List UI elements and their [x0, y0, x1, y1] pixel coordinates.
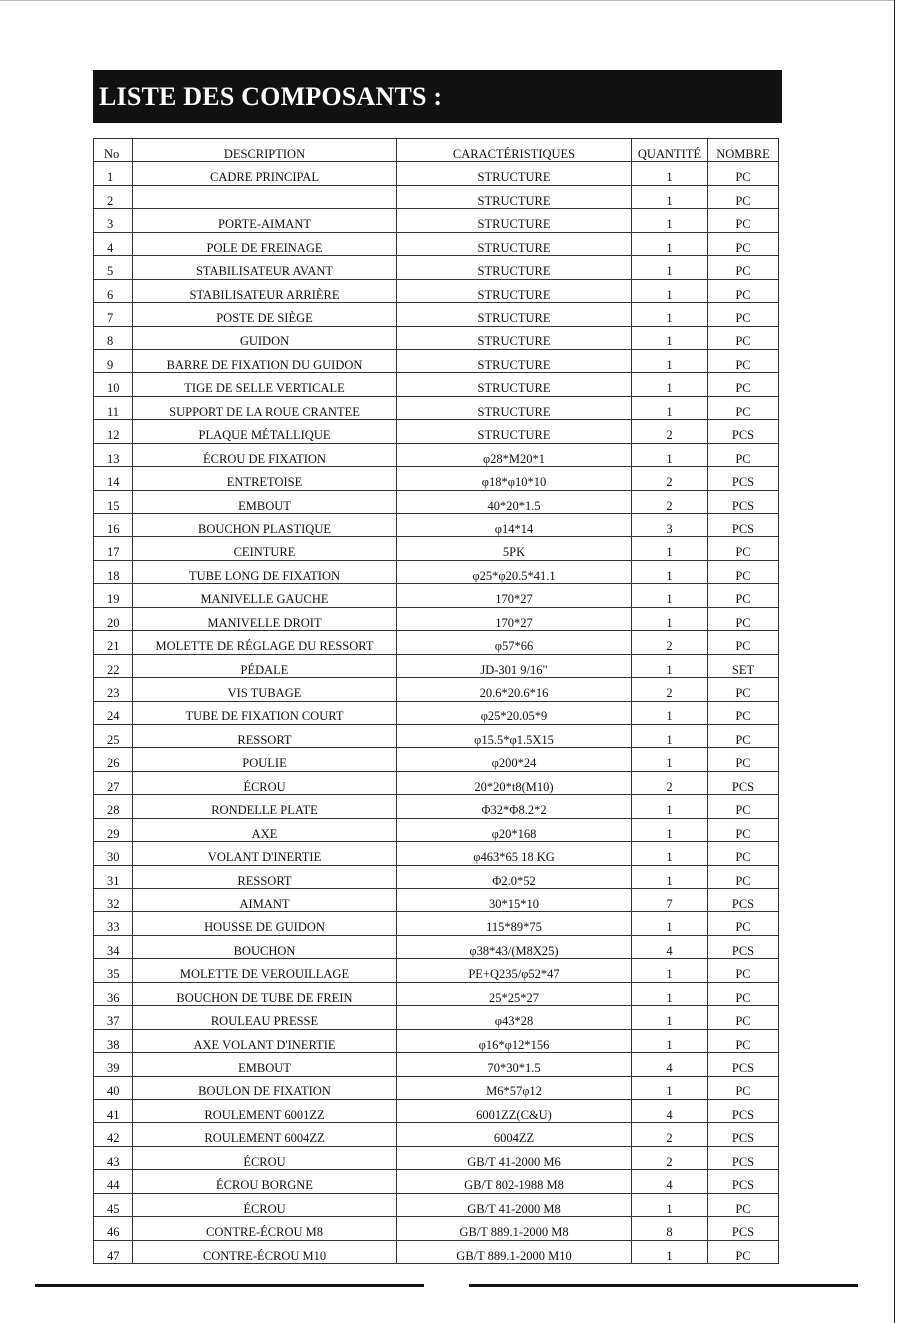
cell-quantite: 1 — [632, 1076, 708, 1099]
table-row — [94, 1146, 779, 1169]
cell-caracteristiques: GB/T 889.1-2000 M8 — [397, 1217, 632, 1240]
cell-caracteristiques: STRUCTURE — [397, 279, 632, 302]
table-row — [94, 701, 779, 724]
cell-quantite: 1 — [632, 443, 708, 466]
table-row — [94, 1193, 779, 1216]
cell-nombre: PCS — [708, 1099, 779, 1122]
table-row — [94, 1240, 779, 1263]
cell-quantite: 4 — [632, 1053, 708, 1076]
table-row — [94, 889, 779, 912]
cell-no: 5 — [94, 256, 133, 279]
header-description: DESCRIPTION — [133, 139, 397, 162]
table-row — [94, 420, 779, 443]
table-row — [94, 232, 779, 255]
cell-caracteristiques: φ16*φ12*156 — [397, 1029, 632, 1052]
cell-no: 40 — [94, 1076, 133, 1099]
table-row — [94, 209, 779, 232]
cell-description: ROULEMENT 6001ZZ — [133, 1099, 397, 1122]
cell-description: PLAQUE MÉTALLIQUE — [133, 420, 397, 443]
cell-nombre: PCS — [708, 889, 779, 912]
cell-nombre: PC — [708, 256, 779, 279]
cell-no: 33 — [94, 912, 133, 935]
cell-nombre: PC — [708, 443, 779, 466]
cell-description: ROULEAU PRESSE — [133, 1006, 397, 1029]
cell-nombre: PCS — [708, 1170, 779, 1193]
cell-quantite: 2 — [632, 771, 708, 794]
cell-nombre: PC — [708, 607, 779, 630]
table-row — [94, 303, 779, 326]
cell-quantite: 1 — [632, 818, 708, 841]
cell-no: 27 — [94, 771, 133, 794]
table-row — [94, 607, 779, 630]
table-body — [94, 162, 779, 1264]
cell-quantite: 1 — [632, 1240, 708, 1263]
cell-caracteristiques: 170*27 — [397, 584, 632, 607]
cell-description: MOLETTE DE VEROUILLAGE — [133, 959, 397, 982]
cell-caracteristiques: φ25*20.05*9 — [397, 701, 632, 724]
cell-description: ÉCROU — [133, 1193, 397, 1216]
table-row — [94, 1029, 779, 1052]
cell-nombre: PCS — [708, 467, 779, 490]
cell-caracteristiques: φ18*φ10*10 — [397, 467, 632, 490]
cell-nombre: PC — [708, 1240, 779, 1263]
cell-no: 8 — [94, 326, 133, 349]
table-row — [94, 1006, 779, 1029]
cell-description: HOUSSE DE GUIDON — [133, 912, 397, 935]
title-banner — [93, 70, 782, 123]
cell-nombre: PC — [708, 185, 779, 208]
cell-description: ÉCROU DE FIXATION — [133, 443, 397, 466]
cell-caracteristiques: PE+Q235/φ52*47 — [397, 959, 632, 982]
table-row — [94, 514, 779, 537]
table-row — [94, 935, 779, 958]
cell-caracteristiques: 30*15*10 — [397, 889, 632, 912]
cell-quantite: 1 — [632, 396, 708, 419]
table-row — [94, 1217, 779, 1240]
table-row — [94, 912, 779, 935]
table-row — [94, 654, 779, 677]
cell-no: 38 — [94, 1029, 133, 1052]
cell-nombre: PCS — [708, 1146, 779, 1169]
table-row — [94, 326, 779, 349]
cell-description: RESSORT — [133, 865, 397, 888]
table-row — [94, 1123, 779, 1146]
table-row — [94, 256, 779, 279]
table-row — [94, 982, 779, 1005]
cell-nombre: PC — [708, 842, 779, 865]
table-row — [94, 349, 779, 372]
cell-caracteristiques: JD-301 9/16" — [397, 654, 632, 677]
cell-quantite: 1 — [632, 982, 708, 1005]
cell-quantite: 2 — [632, 467, 708, 490]
cell-no: 28 — [94, 795, 133, 818]
cell-no: 30 — [94, 842, 133, 865]
cell-no: 36 — [94, 982, 133, 1005]
components-table — [93, 138, 779, 1264]
cell-caracteristiques: φ28*M20*1 — [397, 443, 632, 466]
cell-nombre: PC — [708, 303, 779, 326]
cell-nombre: PC — [708, 959, 779, 982]
cell-caracteristiques: φ14*14 — [397, 514, 632, 537]
cell-no: 26 — [94, 748, 133, 771]
cell-description: GUIDON — [133, 326, 397, 349]
table-row — [94, 490, 779, 513]
cell-nombre: PCS — [708, 514, 779, 537]
cell-caracteristiques: 25*25*27 — [397, 982, 632, 1005]
cell-quantite: 1 — [632, 1193, 708, 1216]
cell-caracteristiques: φ25*φ20.5*41.1 — [397, 560, 632, 583]
cell-quantite: 1 — [632, 232, 708, 255]
footer-rule-right — [469, 1284, 858, 1287]
cell-quantite: 1 — [632, 654, 708, 677]
page-right-edge — [894, 0, 895, 1323]
table-row — [94, 373, 779, 396]
cell-quantite: 1 — [632, 701, 708, 724]
cell-no: 4 — [94, 232, 133, 255]
cell-description: PÉDALE — [133, 654, 397, 677]
cell-description: ÉCROU — [133, 1146, 397, 1169]
cell-no: 45 — [94, 1193, 133, 1216]
cell-nombre: PC — [708, 1029, 779, 1052]
cell-caracteristiques: φ57*66 — [397, 631, 632, 654]
cell-no: 23 — [94, 678, 133, 701]
header-nombre: NOMBRE — [708, 139, 779, 162]
cell-no: 20 — [94, 607, 133, 630]
page-title: LISTE DES COMPOSANTS : — [99, 81, 443, 111]
cell-description: TUBE LONG DE FIXATION — [133, 560, 397, 583]
cell-quantite: 1 — [632, 279, 708, 302]
cell-no: 11 — [94, 396, 133, 419]
cell-no: 12 — [94, 420, 133, 443]
cell-description: POSTE DE SIÈGE — [133, 303, 397, 326]
cell-no: 22 — [94, 654, 133, 677]
cell-no: 42 — [94, 1123, 133, 1146]
cell-caracteristiques: Φ2.0*52 — [397, 865, 632, 888]
cell-description: TIGE DE SELLE VERTICALE — [133, 373, 397, 396]
cell-description: VOLANT D'INERTIE — [133, 842, 397, 865]
cell-quantite: 1 — [632, 560, 708, 583]
cell-no: 29 — [94, 818, 133, 841]
cell-no: 17 — [94, 537, 133, 560]
cell-nombre: PC — [708, 560, 779, 583]
cell-no: 15 — [94, 490, 133, 513]
cell-description: CADRE PRINCIPAL — [133, 162, 397, 185]
cell-description: EMBOUT — [133, 1053, 397, 1076]
cell-nombre: PCS — [708, 1123, 779, 1146]
cell-no: 6 — [94, 279, 133, 302]
cell-caracteristiques: φ38*43/(M8X25) — [397, 935, 632, 958]
cell-no: 41 — [94, 1099, 133, 1122]
cell-caracteristiques: 6001ZZ(C&U) — [397, 1099, 632, 1122]
cell-nombre: PC — [708, 1193, 779, 1216]
cell-description: STABILISATEUR ARRIÈRE — [133, 279, 397, 302]
cell-quantite: 8 — [632, 1217, 708, 1240]
cell-nombre: PCS — [708, 771, 779, 794]
cell-description: BOULON DE FIXATION — [133, 1076, 397, 1099]
cell-no: 32 — [94, 889, 133, 912]
cell-caracteristiques: 115*89*75 — [397, 912, 632, 935]
cell-description: AIMANT — [133, 889, 397, 912]
cell-quantite: 1 — [632, 842, 708, 865]
cell-description: BOUCHON DE TUBE DE FREIN — [133, 982, 397, 1005]
table-row — [94, 771, 779, 794]
cell-caracteristiques: 5PK — [397, 537, 632, 560]
cell-quantite: 4 — [632, 1170, 708, 1193]
cell-description: MANIVELLE DROIT — [133, 607, 397, 630]
table-row — [94, 185, 779, 208]
cell-quantite: 1 — [632, 326, 708, 349]
header-caracteristiques: CARACTÉRISTIQUES — [397, 139, 632, 162]
cell-no: 46 — [94, 1217, 133, 1240]
cell-quantite: 1 — [632, 209, 708, 232]
table-row — [94, 842, 779, 865]
cell-caracteristiques: GB/T 41-2000 M6 — [397, 1146, 632, 1169]
cell-nombre: PCS — [708, 935, 779, 958]
cell-quantite: 2 — [632, 678, 708, 701]
cell-quantite: 1 — [632, 256, 708, 279]
cell-no: 1 — [94, 162, 133, 185]
cell-caracteristiques: 170*27 — [397, 607, 632, 630]
cell-description: AXE — [133, 818, 397, 841]
cell-quantite: 7 — [632, 889, 708, 912]
cell-quantite: 1 — [632, 185, 708, 208]
cell-no: 21 — [94, 631, 133, 654]
table-row — [94, 818, 779, 841]
cell-no: 16 — [94, 514, 133, 537]
cell-nombre: PCS — [708, 1217, 779, 1240]
cell-quantite: 1 — [632, 162, 708, 185]
cell-description: TUBE DE FIXATION COURT — [133, 701, 397, 724]
cell-caracteristiques: GB/T 802-1988 M8 — [397, 1170, 632, 1193]
table-row — [94, 584, 779, 607]
cell-nombre: PC — [708, 1006, 779, 1029]
cell-quantite: 2 — [632, 420, 708, 443]
cell-caracteristiques: STRUCTURE — [397, 162, 632, 185]
table-row — [94, 795, 779, 818]
cell-caracteristiques: Φ32*Φ8.2*2 — [397, 795, 632, 818]
cell-nombre: PC — [708, 373, 779, 396]
cell-quantite: 1 — [632, 724, 708, 747]
cell-no: 7 — [94, 303, 133, 326]
cell-caracteristiques: STRUCTURE — [397, 326, 632, 349]
cell-caracteristiques: 20*20*t8(M10) — [397, 771, 632, 794]
cell-quantite: 1 — [632, 865, 708, 888]
cell-description: POLE DE FREINAGE — [133, 232, 397, 255]
cell-quantite: 1 — [632, 303, 708, 326]
table-row — [94, 162, 779, 185]
cell-no: 44 — [94, 1170, 133, 1193]
cell-nombre: PCS — [708, 420, 779, 443]
table-row — [94, 467, 779, 490]
cell-quantite: 1 — [632, 607, 708, 630]
cell-description: VIS TUBAGE — [133, 678, 397, 701]
cell-nombre: PC — [708, 701, 779, 724]
cell-description: ENTRETOISE — [133, 467, 397, 490]
page-top-edge — [0, 0, 895, 1]
cell-no: 35 — [94, 959, 133, 982]
cell-caracteristiques: 40*20*1.5 — [397, 490, 632, 513]
cell-no: 18 — [94, 560, 133, 583]
cell-nombre: PCS — [708, 490, 779, 513]
cell-description: CEINTURE — [133, 537, 397, 560]
cell-nombre: PC — [708, 537, 779, 560]
cell-nombre: PC — [708, 279, 779, 302]
cell-nombre: PC — [708, 162, 779, 185]
cell-description: PORTE-AIMANT — [133, 209, 397, 232]
cell-caracteristiques: M6*57φ12 — [397, 1076, 632, 1099]
cell-description — [133, 185, 397, 208]
table-row — [94, 1053, 779, 1076]
cell-nombre: PC — [708, 678, 779, 701]
cell-quantite: 2 — [632, 1146, 708, 1169]
cell-quantite: 1 — [632, 349, 708, 372]
cell-caracteristiques: GB/T 41-2000 M8 — [397, 1193, 632, 1216]
cell-no: 25 — [94, 724, 133, 747]
cell-quantite: 1 — [632, 584, 708, 607]
cell-caracteristiques: STRUCTURE — [397, 420, 632, 443]
table-row — [94, 1099, 779, 1122]
cell-nombre: PC — [708, 396, 779, 419]
cell-nombre: PC — [708, 865, 779, 888]
table-row — [94, 279, 779, 302]
table-row — [94, 1076, 779, 1099]
cell-quantite: 1 — [632, 1029, 708, 1052]
footer-rule-left — [35, 1284, 424, 1287]
cell-caracteristiques: STRUCTURE — [397, 303, 632, 326]
cell-description: BOUCHON PLASTIQUE — [133, 514, 397, 537]
cell-description: BOUCHON — [133, 935, 397, 958]
cell-no: 43 — [94, 1146, 133, 1169]
table-row — [94, 678, 779, 701]
cell-nombre: PC — [708, 1076, 779, 1099]
cell-nombre: PC — [708, 232, 779, 255]
cell-quantite: 1 — [632, 537, 708, 560]
cell-quantite: 2 — [632, 490, 708, 513]
table-row — [94, 959, 779, 982]
cell-caracteristiques: STRUCTURE — [397, 373, 632, 396]
cell-no: 24 — [94, 701, 133, 724]
cell-caracteristiques: GB/T 889.1-2000 M10 — [397, 1240, 632, 1263]
cell-description: AXE VOLANT D'INERTIE — [133, 1029, 397, 1052]
cell-quantite: 2 — [632, 631, 708, 654]
table-row — [94, 631, 779, 654]
cell-nombre: PC — [708, 631, 779, 654]
cell-description: ÉCROU BORGNE — [133, 1170, 397, 1193]
cell-no: 39 — [94, 1053, 133, 1076]
cell-caracteristiques: STRUCTURE — [397, 256, 632, 279]
cell-no: 10 — [94, 373, 133, 396]
cell-description: MOLETTE DE RÉGLAGE DU RESSORT — [133, 631, 397, 654]
cell-caracteristiques: φ463*65 18 KG — [397, 842, 632, 865]
cell-description: RESSORT — [133, 724, 397, 747]
cell-no: 3 — [94, 209, 133, 232]
table-row — [94, 724, 779, 747]
cell-no: 47 — [94, 1240, 133, 1263]
cell-nombre: PC — [708, 326, 779, 349]
cell-quantite: 3 — [632, 514, 708, 537]
cell-caracteristiques: STRUCTURE — [397, 209, 632, 232]
cell-no: 19 — [94, 584, 133, 607]
cell-caracteristiques: φ43*28 — [397, 1006, 632, 1029]
cell-nombre: PC — [708, 912, 779, 935]
cell-quantite: 1 — [632, 1006, 708, 1029]
cell-nombre: PC — [708, 818, 779, 841]
cell-caracteristiques: STRUCTURE — [397, 349, 632, 372]
cell-nombre: PC — [708, 795, 779, 818]
table-row — [94, 396, 779, 419]
cell-nombre: PC — [708, 349, 779, 372]
table-row — [94, 748, 779, 771]
cell-description: CONTRE-ÉCROU M10 — [133, 1240, 397, 1263]
header-quantite: QUANTITÉ — [632, 139, 708, 162]
cell-no: 31 — [94, 865, 133, 888]
cell-no: 13 — [94, 443, 133, 466]
table-row — [94, 865, 779, 888]
cell-description: MANIVELLE GAUCHE — [133, 584, 397, 607]
table-row — [94, 1170, 779, 1193]
cell-quantite: 1 — [632, 373, 708, 396]
cell-description: SUPPORT DE LA ROUE CRANTEE — [133, 396, 397, 419]
table-header-row — [94, 139, 779, 162]
cell-quantite: 1 — [632, 795, 708, 818]
cell-no: 9 — [94, 349, 133, 372]
cell-nombre: PC — [708, 724, 779, 747]
cell-quantite: 1 — [632, 748, 708, 771]
cell-quantite: 4 — [632, 935, 708, 958]
cell-caracteristiques: 6004ZZ — [397, 1123, 632, 1146]
cell-quantite: 1 — [632, 959, 708, 982]
cell-caracteristiques: 70*30*1.5 — [397, 1053, 632, 1076]
cell-no: 2 — [94, 185, 133, 208]
cell-caracteristiques: STRUCTURE — [397, 232, 632, 255]
cell-caracteristiques: 20.6*20.6*16 — [397, 678, 632, 701]
cell-description: RONDELLE PLATE — [133, 795, 397, 818]
cell-no: 34 — [94, 935, 133, 958]
cell-description: POULIE — [133, 748, 397, 771]
cell-description: ÉCROU — [133, 771, 397, 794]
cell-nombre: PC — [708, 748, 779, 771]
table-row — [94, 560, 779, 583]
cell-caracteristiques: φ200*24 — [397, 748, 632, 771]
cell-quantite: 1 — [632, 912, 708, 935]
cell-nombre: PC — [708, 584, 779, 607]
header-no: No — [94, 139, 133, 162]
cell-caracteristiques: φ15.5*φ1.5X15 — [397, 724, 632, 747]
cell-description: STABILISATEUR AVANT — [133, 256, 397, 279]
cell-description: CONTRE-ÉCROU M8 — [133, 1217, 397, 1240]
cell-nombre: PC — [708, 982, 779, 1005]
cell-description: ROULEMENT 6004ZZ — [133, 1123, 397, 1146]
table-row — [94, 537, 779, 560]
cell-nombre: PCS — [708, 1053, 779, 1076]
cell-nombre: SET — [708, 654, 779, 677]
cell-caracteristiques: STRUCTURE — [397, 185, 632, 208]
cell-quantite: 4 — [632, 1099, 708, 1122]
cell-no: 14 — [94, 467, 133, 490]
cell-description: BARRE DE FIXATION DU GUIDON — [133, 349, 397, 372]
cell-caracteristiques: φ20*168 — [397, 818, 632, 841]
cell-nombre: PC — [708, 209, 779, 232]
cell-quantite: 2 — [632, 1123, 708, 1146]
cell-description: EMBOUT — [133, 490, 397, 513]
table-row — [94, 443, 779, 466]
cell-caracteristiques: STRUCTURE — [397, 396, 632, 419]
cell-no: 37 — [94, 1006, 133, 1029]
